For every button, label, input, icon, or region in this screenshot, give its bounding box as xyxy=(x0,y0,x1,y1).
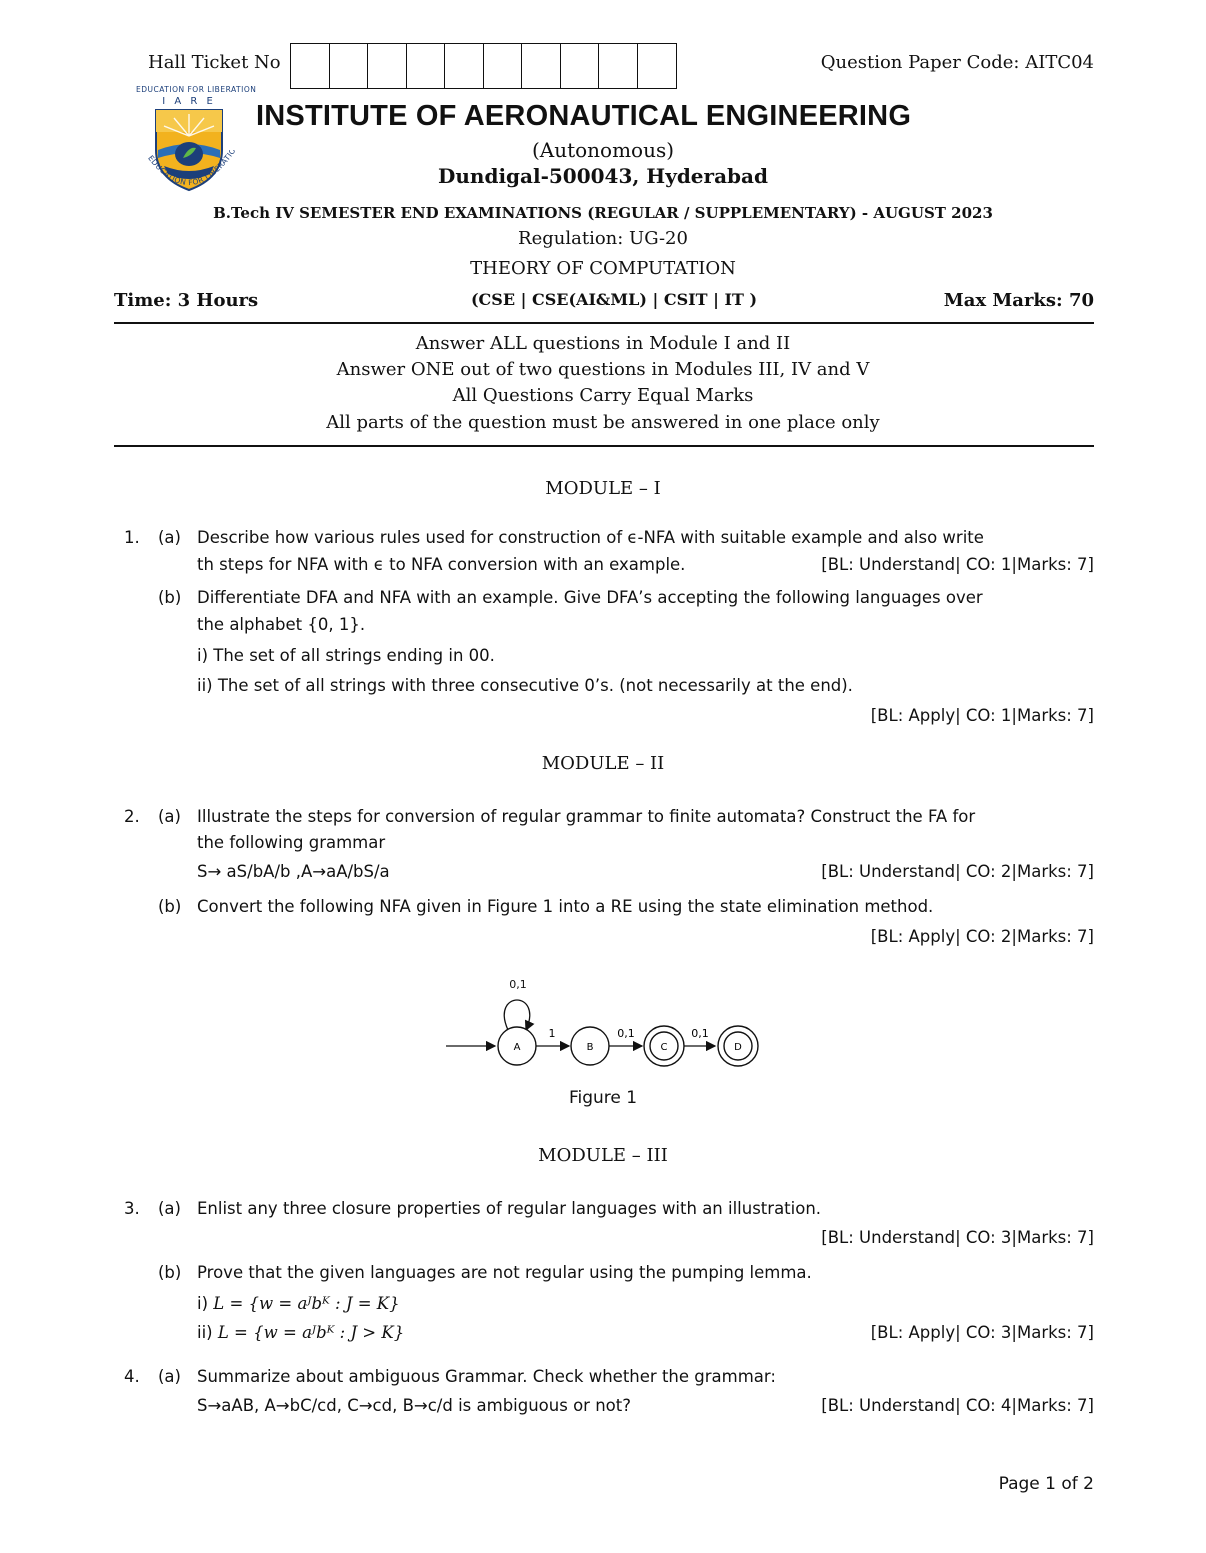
instruction-line: All parts of the question must be answered in one place only xyxy=(326,412,880,433)
edge-c-d-label: 0,1 xyxy=(691,1027,709,1040)
question-part-label: (a) xyxy=(158,1367,181,1386)
institute-name: INSTITUTE OF AERONAUTICAL ENGINEERING xyxy=(256,100,912,132)
marks-tag: [BL: Apply| CO: 1|Marks: 7] xyxy=(870,706,1094,725)
hall-ticket-box[interactable] xyxy=(445,44,484,88)
module-title: MODULE – II xyxy=(541,753,665,774)
hall-ticket-boxes[interactable] xyxy=(290,43,677,89)
regulation: Regulation: UG-20 xyxy=(518,228,688,249)
question-text: Prove that the given languages are not regular using the pumping lemma. xyxy=(197,1263,812,1282)
autonomous-label: (Autonomous) xyxy=(531,138,675,162)
language-expression: L = {w = aᴶbᴷ : J > K} xyxy=(217,1323,405,1342)
edge-b-c-label: 0,1 xyxy=(617,1027,635,1040)
instruction-line: All Questions Carry Equal Marks xyxy=(452,385,754,406)
question-paper-code: Question Paper Code: AITC04 xyxy=(820,52,1094,73)
logo-motto: EDUCATION FOR LIBERATION xyxy=(136,85,257,94)
question-text: Illustrate the steps for conversion of regular grammar to finite automata? Construct the FA for xyxy=(197,807,976,826)
subject-title: THEORY OF COMPUTATION xyxy=(470,258,736,279)
marks-tag: [BL: Apply| CO: 2|Marks: 7] xyxy=(870,927,1094,946)
marks-tag: [BL: Understand| CO: 1|Marks: 7] xyxy=(821,555,1094,574)
question-text: the following grammar xyxy=(197,833,386,852)
hall-ticket-box[interactable] xyxy=(484,44,523,88)
question-subitem: i) The set of all strings ending in 00. xyxy=(197,646,495,665)
question-part-label: (b) xyxy=(158,897,182,916)
question-text: Summarize about ambiguous Grammar. Check whether the grammar: xyxy=(197,1367,776,1386)
question-part-label: (a) xyxy=(158,528,181,547)
subitem-prefix: i) xyxy=(197,1294,209,1313)
marks-tag: [BL: Understand| CO: 4|Marks: 7] xyxy=(821,1396,1094,1415)
exam-title: B.Tech IV SEMESTER END EXAMINATIONS (REGULAR / SUPPLEMENTARY) - AUGUST 2023 xyxy=(213,204,993,222)
divider xyxy=(114,445,1094,447)
question-subitem: ii) The set of all strings with three consecutive 0’s. (not necessarily at the end). xyxy=(197,676,853,695)
hall-ticket-box[interactable] xyxy=(330,44,369,88)
state-c-label: C xyxy=(660,1042,668,1053)
exam-branches: (CSE | CSE(AI&ML) | CSIT | IT ) xyxy=(470,290,758,309)
question-text: the alphabet {0, 1}. xyxy=(197,615,366,634)
hall-ticket-box[interactable] xyxy=(522,44,561,88)
question-part-label: (a) xyxy=(158,807,181,826)
question-text: Convert the following NFA given in Figure 1 into a RE using the state elimination method. xyxy=(197,897,934,916)
question-number: 4. xyxy=(124,1367,140,1386)
question-number: 1. xyxy=(124,528,140,547)
state-d-label: D xyxy=(734,1042,742,1053)
instruction-line: Answer ALL questions in Module I and II xyxy=(415,333,791,354)
hall-ticket-box[interactable] xyxy=(291,44,330,88)
svg-text:EDUCATION FOR LIBERATION: EDUCATION FOR LIBERATIO xyxy=(146,150,238,188)
question-part-label: (b) xyxy=(158,588,182,607)
module-title: MODULE – I xyxy=(545,478,661,499)
question-text: th steps for NFA with ϵ to NFA conversion with an example. xyxy=(197,555,686,574)
grammar-rule: S→ aS/bA/b ,A→aA/bS/a xyxy=(197,862,390,881)
question-text: Enlist any three closure properties of regular languages with an illustration. xyxy=(197,1199,822,1218)
language-expression: L = {w = aᴶbᴷ : J = K} xyxy=(213,1294,400,1313)
question-subitem xyxy=(197,1290,1094,1317)
marks-tag: [BL: Apply| CO: 3|Marks: 7] xyxy=(870,1323,1094,1342)
question-number: 2. xyxy=(124,807,140,826)
logo-text: I A R E xyxy=(162,96,216,107)
page-number: Page 1 of 2 xyxy=(998,1474,1094,1494)
hall-ticket-box[interactable] xyxy=(638,44,677,88)
question-number: 3. xyxy=(124,1199,140,1218)
hall-ticket-label: Hall Ticket No xyxy=(148,52,281,73)
exam-duration: Time: 3 Hours xyxy=(114,290,259,311)
state-b-label: B xyxy=(586,1042,594,1053)
instruction-line: Answer ONE out of two questions in Modules III, IV and V xyxy=(336,359,870,380)
edge-a-b-label: 1 xyxy=(548,1027,556,1040)
nfa-diagram xyxy=(440,970,770,1070)
marks-tag: [BL: Understand| CO: 3|Marks: 7] xyxy=(821,1228,1094,1247)
divider xyxy=(114,322,1094,324)
question-text: Differentiate DFA and NFA with an example. Give DFA’s accepting the following languages over xyxy=(197,588,983,607)
question-part-label: (b) xyxy=(158,1263,182,1282)
grammar-rule: S→aAB, A→bC/cd, C→cd, B→c/d is ambiguous or not? xyxy=(197,1396,631,1415)
institute-address: Dundigal-500043, Hyderabad xyxy=(438,164,768,188)
marks-tag: [BL: Understand| CO: 2|Marks: 7] xyxy=(821,862,1094,881)
hall-ticket-box[interactable] xyxy=(561,44,600,88)
question-text: Describe how various rules used for construction of ϵ-NFA with suitable example and also write xyxy=(197,528,984,547)
hall-ticket-box[interactable] xyxy=(368,44,407,88)
self-loop-label: 0,1 xyxy=(509,978,527,991)
state-a-label: A xyxy=(513,1042,521,1053)
module-title: MODULE – III xyxy=(538,1145,668,1166)
subitem-prefix: ii) xyxy=(197,1323,213,1342)
hall-ticket-box[interactable] xyxy=(407,44,446,88)
figure-caption: Figure 1 xyxy=(568,1088,638,1108)
question-part-label: (a) xyxy=(158,1199,181,1218)
max-marks: Max Marks: 70 xyxy=(943,290,1094,311)
hall-ticket-box[interactable] xyxy=(599,44,638,88)
self-loop-a xyxy=(504,1000,529,1030)
